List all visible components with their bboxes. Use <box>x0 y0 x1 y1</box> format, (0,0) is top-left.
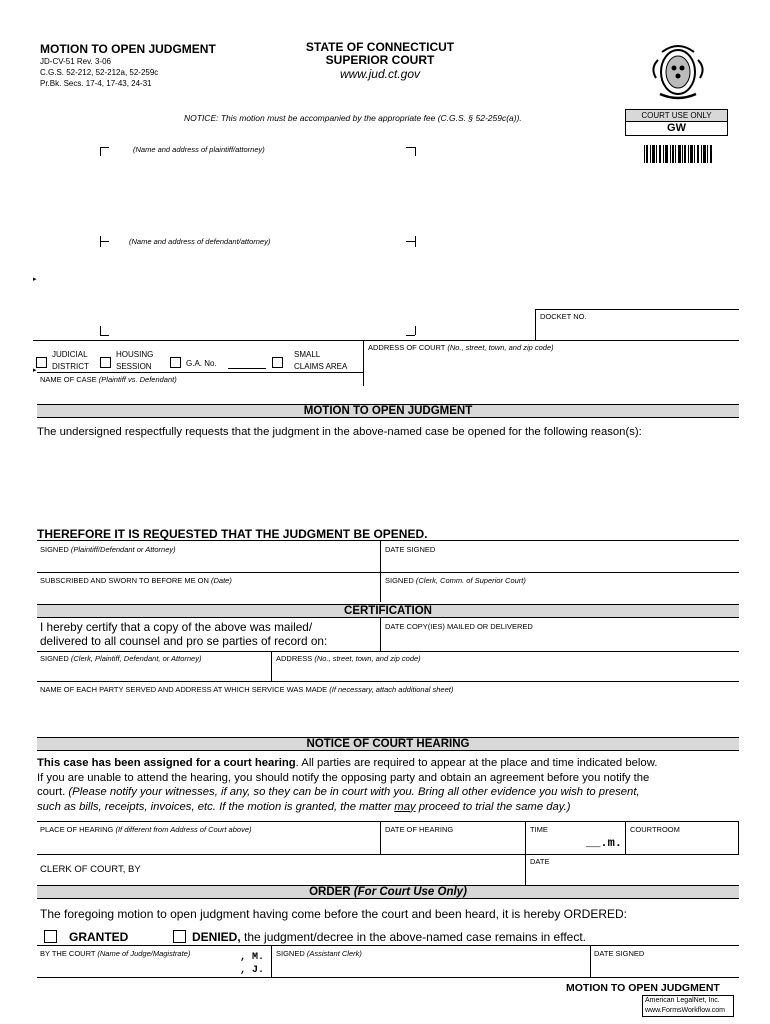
place-of-hearing-field[interactable] <box>40 835 375 851</box>
certification-heading: CERTIFICATION <box>37 604 739 618</box>
order-text: The foregoing motion to open judgment having come before the court and been heard, it is hereby ORDERED: <box>40 907 628 921</box>
date-copies-label: DATE COPY(IES) MAILED OR DELIVERED <box>385 622 533 631</box>
docket-label: DOCKET NO. <box>540 312 587 321</box>
address-of-court-field[interactable] <box>368 355 736 383</box>
cert-address-label: ADDRESS (No., street, town, and zip code) <box>276 654 421 663</box>
defendant-address-field[interactable] <box>100 250 410 325</box>
signed-clerk-field[interactable] <box>385 586 735 600</box>
barcode-icon <box>644 145 714 163</box>
courtroom-label: COURTROOM <box>630 825 680 834</box>
footer-title: MOTION TO OPEN JUDGMENT <box>566 982 720 994</box>
arrow-marker-icon: ▸ <box>33 367 37 374</box>
docket-number-field[interactable] <box>540 322 735 338</box>
hearing-date-field[interactable] <box>530 867 735 883</box>
judge-suffix: , M. , J. <box>240 952 265 976</box>
subscribed-label: SUBSCRIBED AND SWORN TO BEFORE ME ON (Date) <box>40 576 232 585</box>
cert-signed-field[interactable] <box>40 664 265 678</box>
asst-clerk-signature-field[interactable] <box>276 959 586 975</box>
housing-session-checkbox[interactable] <box>100 357 111 368</box>
housing-label: HOUSING <box>116 350 154 359</box>
publisher-name: American LegalNet, Inc. <box>645 997 720 1004</box>
order-heading: ORDER (For Court Use Only) <box>37 885 739 899</box>
small-label: SMALL <box>294 350 321 359</box>
motion-request-text: The undersigned respectfully requests that the judgment in the above-named case be opened for the following reason(s): <box>37 426 642 438</box>
cert-address-field[interactable] <box>276 664 736 678</box>
judicial-label: JUDICIAL <box>52 350 88 359</box>
ga-number-field[interactable] <box>228 368 266 369</box>
session-label: SESSION <box>116 362 152 371</box>
claims-area-label: CLAIMS AREA <box>294 362 348 371</box>
date-of-hearing-field[interactable] <box>385 835 521 851</box>
defendant-label: (Name and address of defendant/attorney) <box>129 237 271 246</box>
form-code: JD-CV-51 Rev. 3-06 <box>40 57 111 66</box>
ga-no-label: G.A. No. <box>186 359 217 368</box>
date-signed-label: DATE SIGNED <box>385 545 436 554</box>
date-of-hearing-label: DATE OF HEARING <box>385 825 454 834</box>
arrow-marker-icon: ▸ <box>33 276 37 283</box>
place-of-hearing-label: PLACE OF HEARING (If different from Address of Court above) <box>40 825 252 834</box>
therefore-statement: THEREFORE IT IS REQUESTED THAT THE JUDGMENT BE OPENED. <box>37 527 428 541</box>
state-seal-icon <box>648 38 708 104</box>
courtroom-field[interactable] <box>630 835 735 851</box>
signed-field[interactable] <box>40 555 375 569</box>
hearing-notice-text: This case has been assigned for a court hearing. All parties are required to appear at the place and time indicated below. If you are unable to attend the hearing, you should notify the opposing party and obtain an agreement before you notify the court. (Please notify your witnesses, if any, so they can be in court with you. Bring all other evidence you wish to present, such as bills, receipts, invoices, etc. If the motion is granted, the matter may proceed to trial the same day.) <box>37 757 658 813</box>
denied-checkbox[interactable] <box>173 930 186 943</box>
reasons-field[interactable] <box>37 442 737 524</box>
clerk-signature-field[interactable] <box>150 860 520 880</box>
parties-served-label: NAME OF EACH PARTY SERVED AND ADDRESS AT WHICH SERVICE WAS MADE (If necessary, attach additional sheet) <box>40 685 454 694</box>
judicial-district-checkbox[interactable] <box>36 357 47 368</box>
court-code: GW <box>625 122 728 136</box>
practice-book: Pr.Bk. Secs. 17-4, 17-43, 24-31 <box>40 79 152 88</box>
time-suffix: __.m. <box>586 836 623 850</box>
statutes: C.G.S. 52-212, 52-212a, 52-259c <box>40 68 159 77</box>
granted-label: GRANTED <box>69 930 129 944</box>
cert-signed-label: SIGNED (Clerk, Plaintiff, Defendant, or Attorney) <box>40 654 202 663</box>
order-date-signed-label: DATE SIGNED <box>594 949 645 958</box>
form-title: MOTION TO OPEN JUDGMENT <box>40 42 216 56</box>
denied-label: DENIED, the judgment/decree in the above-named case remains in effect. <box>192 930 587 944</box>
court-name: SUPERIOR COURT <box>325 53 435 67</box>
publisher-url: www.FormsWorkflow.com <box>645 1006 725 1014</box>
subscribed-date-field[interactable] <box>40 586 375 600</box>
motion-heading: MOTION TO OPEN JUDGMENT <box>37 404 739 418</box>
address-of-court-label: ADDRESS OF COURT (No., street, town, and zip code) <box>368 343 554 352</box>
website: www.jud.ct.gov <box>339 67 421 81</box>
court-use-only-label: COURT USE ONLY <box>625 109 728 122</box>
judge-name-field[interactable] <box>40 959 235 975</box>
time-label: TIME <box>530 825 548 834</box>
by-the-court-label: BY THE COURT (Name of Judge/Magistrate) <box>40 949 191 958</box>
publisher-box <box>642 995 734 1017</box>
granted-checkbox[interactable] <box>44 930 57 943</box>
fee-notice: NOTICE: This motion must be accompanied by the appropriate fee (C.G.S. § 52-259c(a)). <box>184 113 522 123</box>
order-date-signed-field[interactable] <box>594 959 736 975</box>
date-signed-field[interactable] <box>385 555 735 569</box>
clerk-of-court-label: CLERK OF COURT, BY <box>40 864 141 875</box>
signed-asst-clerk-label: SIGNED (Assistant Clerk) <box>276 949 362 958</box>
name-of-case-field[interactable] <box>40 386 360 400</box>
date-copies-field[interactable] <box>385 632 735 648</box>
name-of-case-label: NAME OF CASE (Plaintiff vs. Defendant) <box>40 375 177 384</box>
parties-served-field[interactable] <box>40 696 736 734</box>
plaintiff-address-field[interactable] <box>100 158 410 228</box>
ga-checkbox[interactable] <box>170 357 181 368</box>
time-field[interactable] <box>530 835 584 851</box>
certification-text: I hereby certify that a copy of the above was mailed/ delivered to all counsel and pro se parties of record on: <box>40 620 328 648</box>
hearing-heading: NOTICE OF COURT HEARING <box>37 737 739 751</box>
plaintiff-label: (Name and address of plaintiff/attorney) <box>133 145 265 154</box>
small-claims-checkbox[interactable] <box>272 357 283 368</box>
district-label: DISTRICT <box>52 362 89 371</box>
state-name: STATE OF CONNECTICUT <box>305 40 455 54</box>
hearing-date-label: DATE <box>530 857 550 866</box>
signed-clerk-label: SIGNED (Clerk, Comm. of Superior Court) <box>385 576 526 585</box>
signed-label: SIGNED (Plaintiff/Defendant or Attorney) <box>40 545 176 554</box>
